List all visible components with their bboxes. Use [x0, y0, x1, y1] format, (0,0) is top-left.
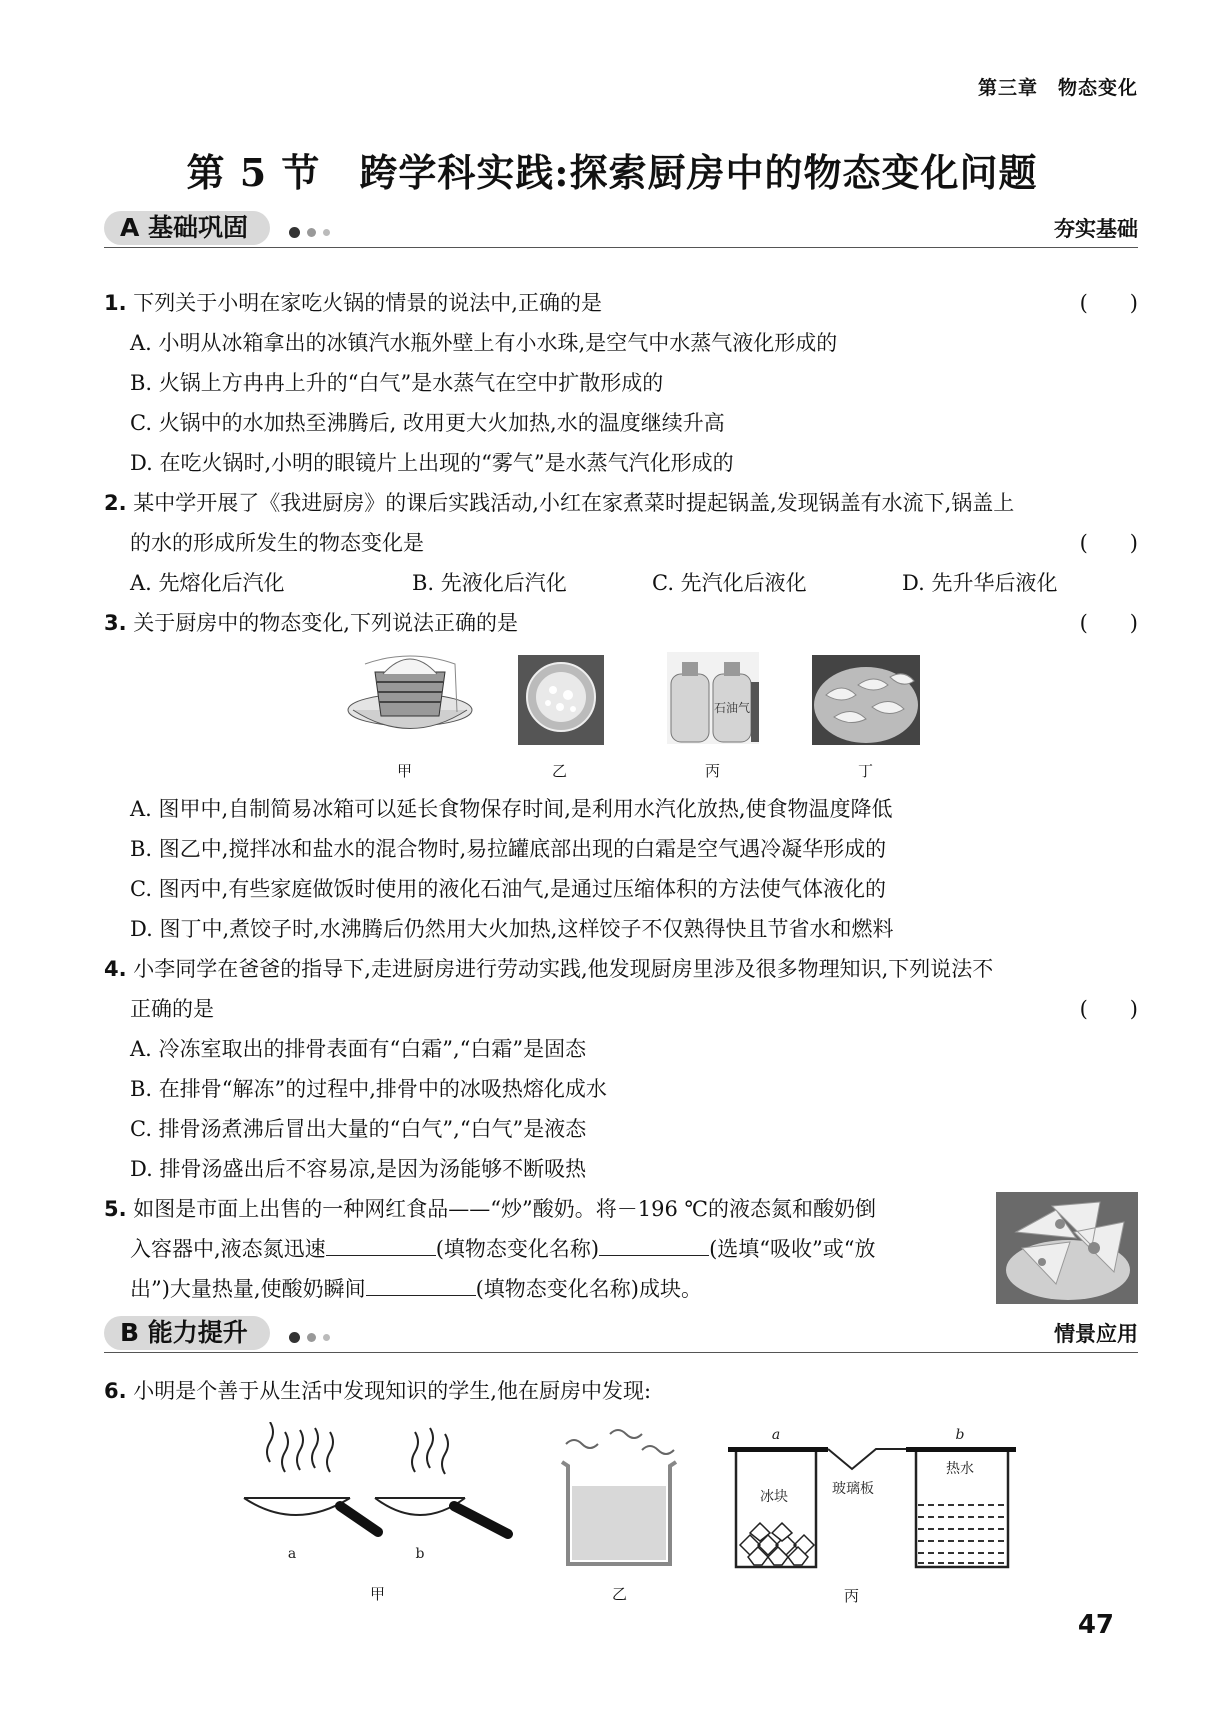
q6-number: 6. — [104, 1379, 127, 1403]
q5-text-1: 如图是市面上出售的一种网红食品——“炒”酸奶。将－196 ℃的液态氮和酸奶倒 — [133, 1197, 876, 1221]
q3-number: 3. — [104, 611, 127, 635]
q3-figure-jia-icebox — [345, 652, 475, 742]
q2-option-d: D. 先升华后液化 — [902, 571, 1058, 595]
q3-caption-yi: 乙 — [552, 762, 568, 780]
q6-stem — [104, 1375, 651, 1405]
q6-figure-yi-beaker — [552, 1414, 687, 1574]
q6-stem-text: 小明是个善于从生活中发现知识的学生,他在厨房中发现: — [133, 1379, 652, 1403]
q1-option-b: B. 火锅上方冉冉上升的“白气”是水蒸气在空中扩散形成的 — [130, 371, 664, 395]
q2-stem-text-1: 某中学开展了《我进厨房》的课后实践活动,小红在家煮菜时提起锅盖,发现锅盖有水流下,锅盖上 — [133, 491, 1015, 515]
q6-figure-bing-beakers — [728, 1425, 1023, 1575]
q3-option-b: B. 图乙中,搅拌冰和盐水的混合物时,易拉罐底部出现的白霜是空气遇冷凝华形成的 — [130, 837, 887, 861]
q1-option-d: D. 在吃火锅时,小明的眼镜片上出现的“雾气”是水蒸气汽化形成的 — [130, 451, 734, 475]
section-b-tagline: 情景应用 — [1054, 1322, 1138, 1346]
beaker-b-label: b — [955, 1427, 965, 1443]
bottle-label: 石油气 — [713, 701, 751, 715]
q5-line-1 — [104, 1193, 876, 1223]
q3-answer-paren: ( ) — [1079, 611, 1138, 635]
q5-blank-3[interactable] — [366, 1277, 476, 1296]
q2-number: 2. — [104, 491, 127, 515]
q4-stem-text-1: 小李同学在爸爸的指导下,走进厨房进行劳动实践,他发现厨房里涉及很多物理知识,下列说法不 — [133, 957, 994, 981]
q1-stem — [104, 287, 602, 317]
q3-option-a: A. 图甲中,自制简易冰箱可以延长食物保存时间,是利用水汽化放热,使食物温度降低 — [130, 797, 893, 821]
q6-caption-bing: 丙 — [844, 1587, 860, 1605]
q2-answer-paren: ( ) — [1079, 531, 1138, 555]
q4-answer-paren: ( ) — [1079, 997, 1138, 1021]
q3-option-c: C. 图丙中,有些家庭做饭时使用的液化石油气,是通过压缩体积的方法使气体液化的 — [130, 877, 887, 901]
q3-option-d: D. 图丁中,煮饺子时,水沸腾后仍然用大火加热,这样饺子不仅熟得快且节省水和燃料 — [130, 917, 894, 941]
q4-option-c: C. 排骨汤煮沸后冒出大量的“白气”,“白气”是液态 — [130, 1117, 587, 1141]
q4-number: 4. — [104, 957, 127, 981]
q2-option-c: C. 先汽化后液化 — [652, 571, 807, 595]
q4-option-b: B. 在排骨“解冻”的过程中,排骨中的冰吸热熔化成水 — [130, 1077, 607, 1101]
q1-option-a: A. 小明从冰箱拿出的冰镇汽水瓶外壁上有小水珠,是空气中水蒸气液化形成的 — [130, 331, 838, 355]
q5-line-3 — [130, 1273, 702, 1303]
q6-figure-jia-pans — [240, 1422, 530, 1582]
q1-stem-text: 下列关于小明在家吃火锅的情景的说法中,正确的是 — [133, 291, 602, 315]
section-b-bar — [104, 1316, 1138, 1353]
section-a-label: A 基础巩固 — [104, 211, 270, 245]
section-a-tagline: 夯实基础 — [1054, 217, 1138, 241]
q6-caption-yi: 乙 — [612, 1585, 628, 1603]
q3-caption-ding: 丁 — [858, 762, 874, 780]
section-b-dots — [289, 1327, 337, 1346]
q3-figure-yi-can — [518, 655, 604, 745]
hot-water-label: 热水 — [946, 1461, 974, 1477]
q5-number: 5. — [104, 1197, 127, 1221]
section-a-bar — [104, 211, 1138, 248]
section-title: 第 5 节 跨学科实践:探索厨房中的物态变化问题 — [186, 150, 1038, 195]
q3-figure-bing-gas-tanks — [667, 652, 759, 744]
q2-stem-2: 的水的形成所发生的物态变化是 — [130, 531, 424, 555]
chapter-header: 第三章 物态变化 — [977, 77, 1138, 99]
q5-text-2b: (填物态变化名称) — [435, 1237, 600, 1261]
q3-caption-bing: 丙 — [705, 762, 721, 780]
q5-text-3b: (填物态变化名称)成块。 — [475, 1277, 702, 1301]
q4-stem-2: 正确的是 — [130, 997, 214, 1021]
q2-stem-1 — [104, 487, 1014, 517]
q5-text-2c: (选填“吸收”或“放 — [709, 1237, 876, 1261]
q3-stem-text: 关于厨房中的物态变化,下列说法正确的是 — [133, 611, 518, 635]
q2-option-b: B. 先液化后汽化 — [412, 571, 567, 595]
glass-plate-label: 玻璃板 — [832, 1481, 874, 1497]
ice-label: 冰块 — [760, 1489, 788, 1505]
beaker-a-label: a — [771, 1427, 781, 1443]
q5-blank-1[interactable] — [326, 1237, 436, 1256]
q2-option-a: A. 先熔化后汽化 — [130, 571, 285, 595]
q5-text-3a: 出”)大量热量,使酸奶瞬间 — [130, 1277, 366, 1301]
q4-option-a: A. 冷冻室取出的排骨表面有“白霜”,“白霜”是固态 — [130, 1037, 587, 1061]
pan-a-label: a — [287, 1546, 297, 1562]
q5-text-2a: 入容器中,液态氮迅速 — [130, 1237, 326, 1261]
q3-caption-jia: 甲 — [397, 762, 413, 780]
q4-option-d: D. 排骨汤盛出后不容易凉,是因为汤能够不断吸热 — [130, 1157, 587, 1181]
q3-figure-ding-dumplings — [812, 655, 920, 745]
section-b-label: B 能力提升 — [104, 1316, 270, 1350]
q1-answer-paren: ( ) — [1079, 291, 1138, 315]
q3-stem — [104, 607, 518, 637]
q1-number: 1. — [104, 291, 127, 315]
q1-option-c: C. 火锅中的水加热至沸腾后, 改用更大火加热,水的温度继续升高 — [130, 411, 725, 435]
q5-line-2 — [130, 1233, 875, 1263]
section-a-dots — [289, 222, 337, 241]
pan-b-label: b — [415, 1546, 425, 1562]
q5-fried-yogurt-photo — [996, 1192, 1138, 1304]
q5-blank-2[interactable] — [599, 1237, 709, 1256]
q6-caption-jia: 甲 — [370, 1585, 386, 1603]
q4-stem-1 — [104, 953, 993, 983]
page-number: 47 — [1077, 1610, 1114, 1640]
